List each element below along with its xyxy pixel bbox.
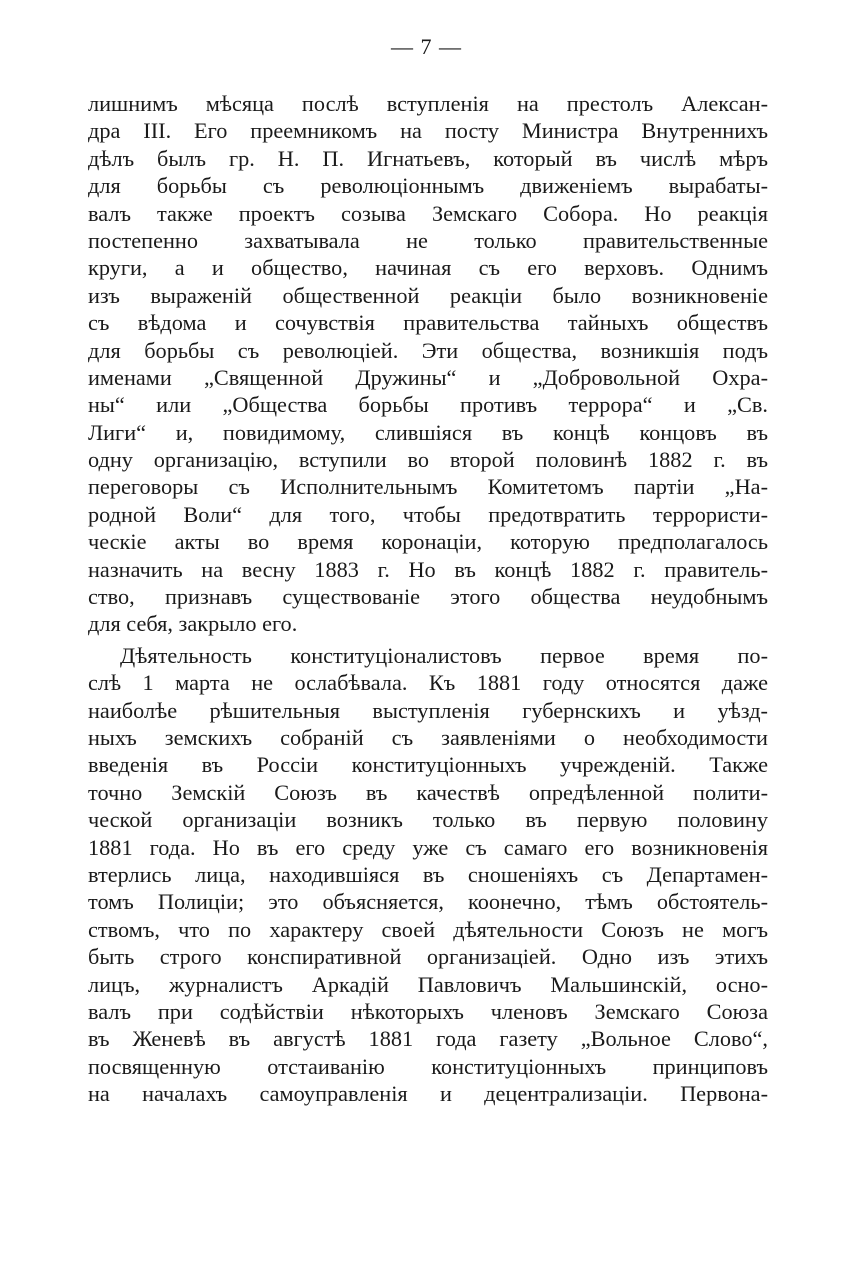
text-line: дѣлъ былъ гр. Н. П. Игнатьевъ, который въ числѣ мѣръ	[88, 145, 768, 171]
text-line: переговоры съ Исполнительнымъ Комитетомъ партіи „На-	[88, 474, 768, 500]
text-line: дра III. Его преемникомъ на посту Министра Внутреннихъ	[88, 118, 768, 144]
text-line: ныхъ земскихъ собраній съ заявленіями о необходимости	[88, 724, 768, 750]
text-line: постепенно захватывала не только правительственные	[88, 227, 768, 253]
text-line: введенія въ Россіи конституціонныхъ учрежденій. Также	[88, 752, 768, 778]
text-line: ческіе акты во время коронаціи, которую предполагалось	[88, 529, 768, 555]
text-line: Дѣятельность конституціоналистовъ первое время по-	[120, 642, 768, 668]
text-line: лишнимъ мѣсяца послѣ вступленія на престолъ Алексан-	[88, 91, 768, 116]
text-line: для борьбы съ революціоннымъ движеніемъ вырабаты-	[88, 173, 768, 199]
text-line: родной Воли“ для того, чтобы предотвратить террористи-	[88, 501, 768, 527]
paragraph-1	[88, 90, 768, 638]
text-line: изъ выраженій общественной реакціи было возникновеніе	[88, 282, 768, 308]
text-line: на началахъ самоуправленія и децентрализаціи. Первона-	[88, 1081, 768, 1107]
text-line: для себя, закрыло его.	[88, 611, 298, 637]
body-text	[88, 90, 768, 1107]
text-line: круги, а и общество, начиная съ его верховъ. Однимъ	[88, 255, 768, 281]
page-number: — 7 —	[391, 34, 462, 59]
text-line: валъ также проектъ созыва Земскаго Собора. Но реакція	[88, 200, 768, 226]
text-line: для борьбы съ революціей. Эти общества, возникшія подъ	[88, 337, 768, 363]
text-line: быть строго конспиративной организаціей. Одно изъ этихъ	[88, 944, 768, 970]
text-line: втерлись лица, находившіяся въ сношеніяхъ съ Департамен-	[88, 861, 768, 887]
text-line: точно Земскій Союзъ въ качествѣ опредѣленной полити-	[88, 779, 768, 805]
text-line: лицъ, журналистъ Аркадій Павловичъ Мальшинскій, осно-	[88, 971, 768, 997]
text-line: съ вѣдома и сочувствія правительства тайныхъ обществъ	[88, 310, 768, 336]
text-line: наиболѣе рѣшительныя выступленія губернскихъ и уѣзд-	[88, 697, 768, 723]
text-line: 1881 года. Но въ его среду уже съ самаго его возникновенія	[88, 834, 768, 860]
text-line: ствомъ, что по характеру своей дѣятельности Союзъ не могъ	[88, 916, 768, 942]
text-line: ство, признавъ существованіе этого общества неудобнымъ	[88, 584, 768, 610]
text-line: одну организацію, вступили во второй половинѣ 1882 г. въ	[88, 447, 768, 473]
text-line: ческой организаціи возникъ только въ первую половину	[88, 807, 768, 833]
text-line: ны“ или „Общества борьбы противъ террора“ и „Св.	[88, 392, 768, 418]
text-line: валъ при содѣйствіи нѣкоторыхъ членовъ Земскаго Союза	[88, 998, 768, 1024]
text-line: томъ Полиціи; это объясняется, коонечно, тѣмъ обстоятель-	[88, 889, 768, 915]
paragraph-2	[88, 642, 768, 1108]
text-line: посвященную отстаиванію конституціонныхъ принциповъ	[88, 1053, 768, 1079]
text-line: въ Женевѣ въ августѣ 1881 года газету „Вольное Слово“,	[88, 1026, 768, 1052]
text-line: Лиги“ и, повидимому, слившіяся въ концѣ концовъ въ	[88, 419, 768, 445]
text-line: назначить на весну 1883 г. Но въ концѣ 1882 г. правитель-	[88, 556, 768, 582]
text-line: слѣ 1 марта не ослабѣвала. Къ 1881 году относятся даже	[88, 670, 768, 696]
text-line: именами „Священной Дружины“ и „Добровольной Охра-	[88, 364, 768, 390]
